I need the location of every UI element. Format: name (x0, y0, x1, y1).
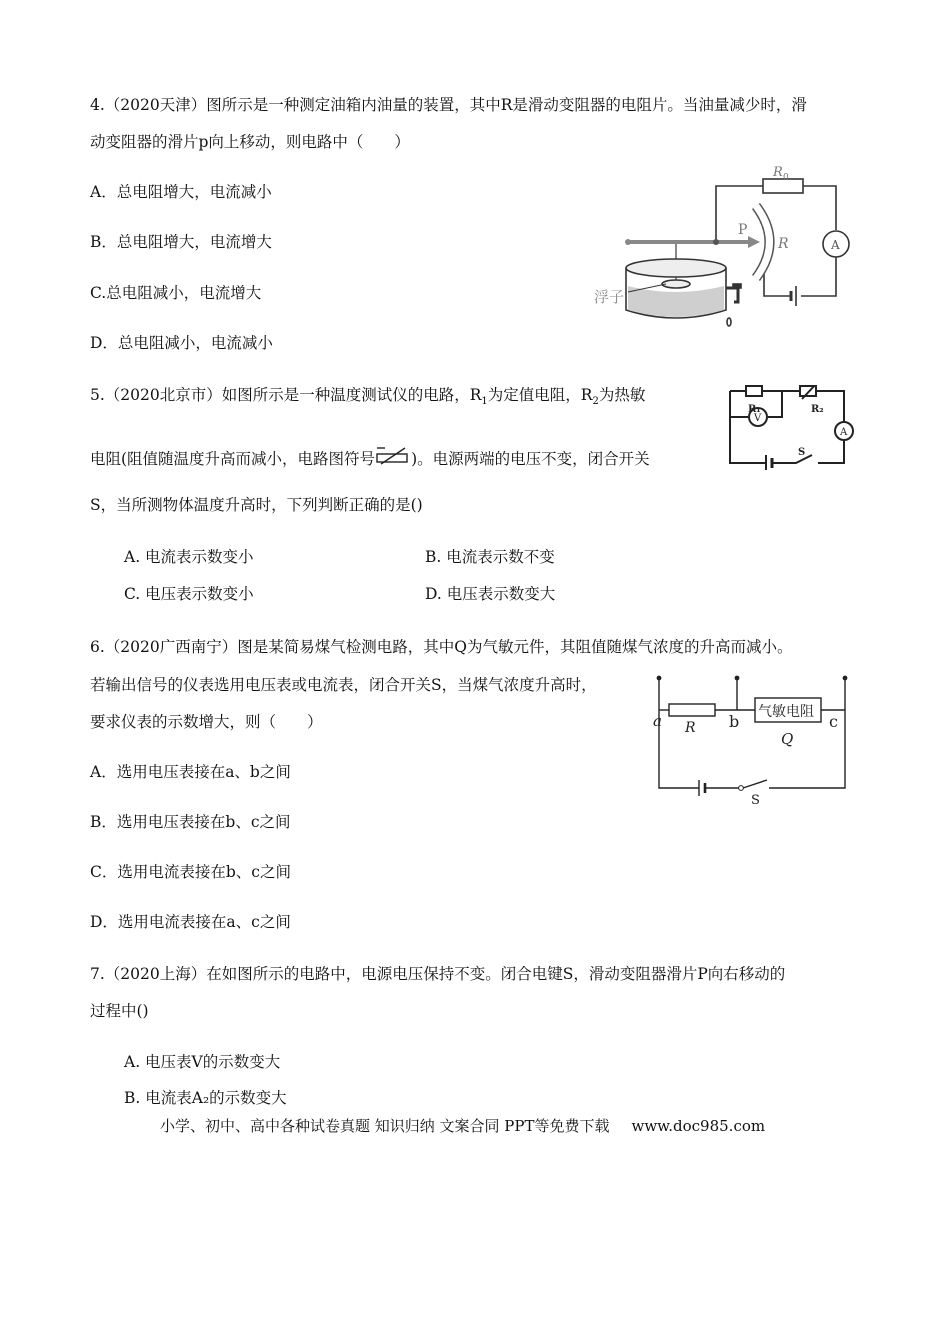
q4-option-a[interactable]: A．总电阻增大，电流减小 (90, 183, 272, 201)
q5-stem-line2: 电阻(阻值随温度升高而减小，电路图符号 )。电源两端的电压不变，闭合开关 (90, 444, 650, 470)
q7-stem-line2: 过程中() (90, 1002, 149, 1020)
q6-option-c[interactable]: C．选用电流表接在b、c之间 (90, 863, 291, 881)
q6-fig-r-label: R (685, 720, 696, 736)
q4-fig-r-label: R (778, 236, 789, 252)
q4-fig-float-label: 浮子 (594, 288, 625, 306)
q7-option-b[interactable]: B. 电流表A₂的示数变大 (124, 1089, 287, 1107)
q4-fig-r0-sub: 0 (783, 173, 789, 183)
q6-fig-switch-label: S (751, 793, 760, 808)
q6-fig-a-label: a (653, 712, 662, 730)
q6-stem-line2: 若输出信号的仪表选用电压表或电流表，闭合开关S，当煤气浓度升高时， (90, 676, 597, 694)
q5-fig-ammeter-label: A (840, 427, 848, 438)
q6-option-b[interactable]: B．选用电压表接在b、c之间 (90, 813, 291, 831)
q6-fig-c-label: c (829, 712, 838, 731)
q5-option-b[interactable]: B. 电流表示数不变 (425, 548, 555, 566)
q5-fig-voltmeter-label: V (754, 413, 762, 424)
q4-option-c[interactable]: C.总电阻减小，电流增大 (90, 284, 262, 302)
q6-fig-gas-sensor-label: 气敏电阻 (758, 704, 814, 720)
q4-fig-r0-label: R (773, 165, 783, 180)
q4-option-b[interactable]: B．总电阻增大，电流增大 (90, 233, 272, 251)
q4-fig-p-label: P (738, 222, 748, 238)
q5-stem-line1: 5.（2020北京市）如图所示是一种温度测试仪的电路，$R_1$为定值电阻，$R_2$为热敏 (90, 386, 646, 408)
q4-oil-gauge-figure (588, 160, 858, 330)
q5-option-c[interactable]: C. 电压表示数变小 (124, 585, 254, 603)
q6-fig-b-label: b (729, 712, 740, 731)
q7-option-a[interactable]: A. 电压表V的示数变大 (124, 1053, 281, 1071)
q5-option-d[interactable]: D. 电压表示数变大 (425, 585, 556, 603)
q4-stem-line2: 动变阻器的滑片p向上移动，则电路中（ ） (90, 133, 410, 151)
q6-option-a[interactable]: A．选用电压表接在a、b之间 (90, 763, 291, 781)
thermistor-symbol-icon (375, 444, 411, 466)
q5-fig-switch-label: S (798, 447, 806, 458)
q5-stem-line3: S，当所测物体温度升高时，下列判断正确的是() (90, 496, 423, 514)
q6-stem-line3: 要求仪表的示数增大，则（ ） (90, 713, 323, 731)
q4-fig-ammeter-label: A (831, 238, 840, 252)
q5-fig-r1-label: R₁ (748, 404, 761, 415)
q6-gas-detector-circuit-figure (645, 670, 860, 810)
q7-stem-line1: 7.（2020上海）在如图所示的电路中，电源电压保持不变。闭合电键S，滑动变阻器滑片P向右移动的 (90, 965, 786, 983)
q4-option-d[interactable]: D．总电阻减小，电流减小 (90, 334, 273, 352)
q5-fig-r2-label: R₂ (811, 404, 824, 415)
q6-stem-line1: 6.（2020广西南宁）图是某简易煤气检测电路，其中Q为气敏元件，其阻值随煤气浓度的升高而减小。 (90, 638, 793, 656)
q4-stem-line1: 4.（2020天津）图所示是一种测定油箱内油量的装置，其中R是滑动变阻器的电阻片。当油量减少时，滑 (90, 96, 807, 114)
q6-fig-q-label: Q (781, 730, 794, 748)
footer-text: 小学、初中、高中各种试卷真题 知识归纳 文案合同 PPT等免费下载 (160, 1117, 610, 1135)
q6-option-d[interactable]: D．选用电流表接在a、c之间 (90, 913, 291, 931)
page-footer (160, 1115, 765, 1136)
q5-thermometer-circuit-figure (722, 385, 860, 470)
footer-url-link[interactable]: www.doc985.com (631, 1117, 766, 1135)
q5-option-a[interactable]: A. 电流表示数变小 (124, 548, 254, 566)
